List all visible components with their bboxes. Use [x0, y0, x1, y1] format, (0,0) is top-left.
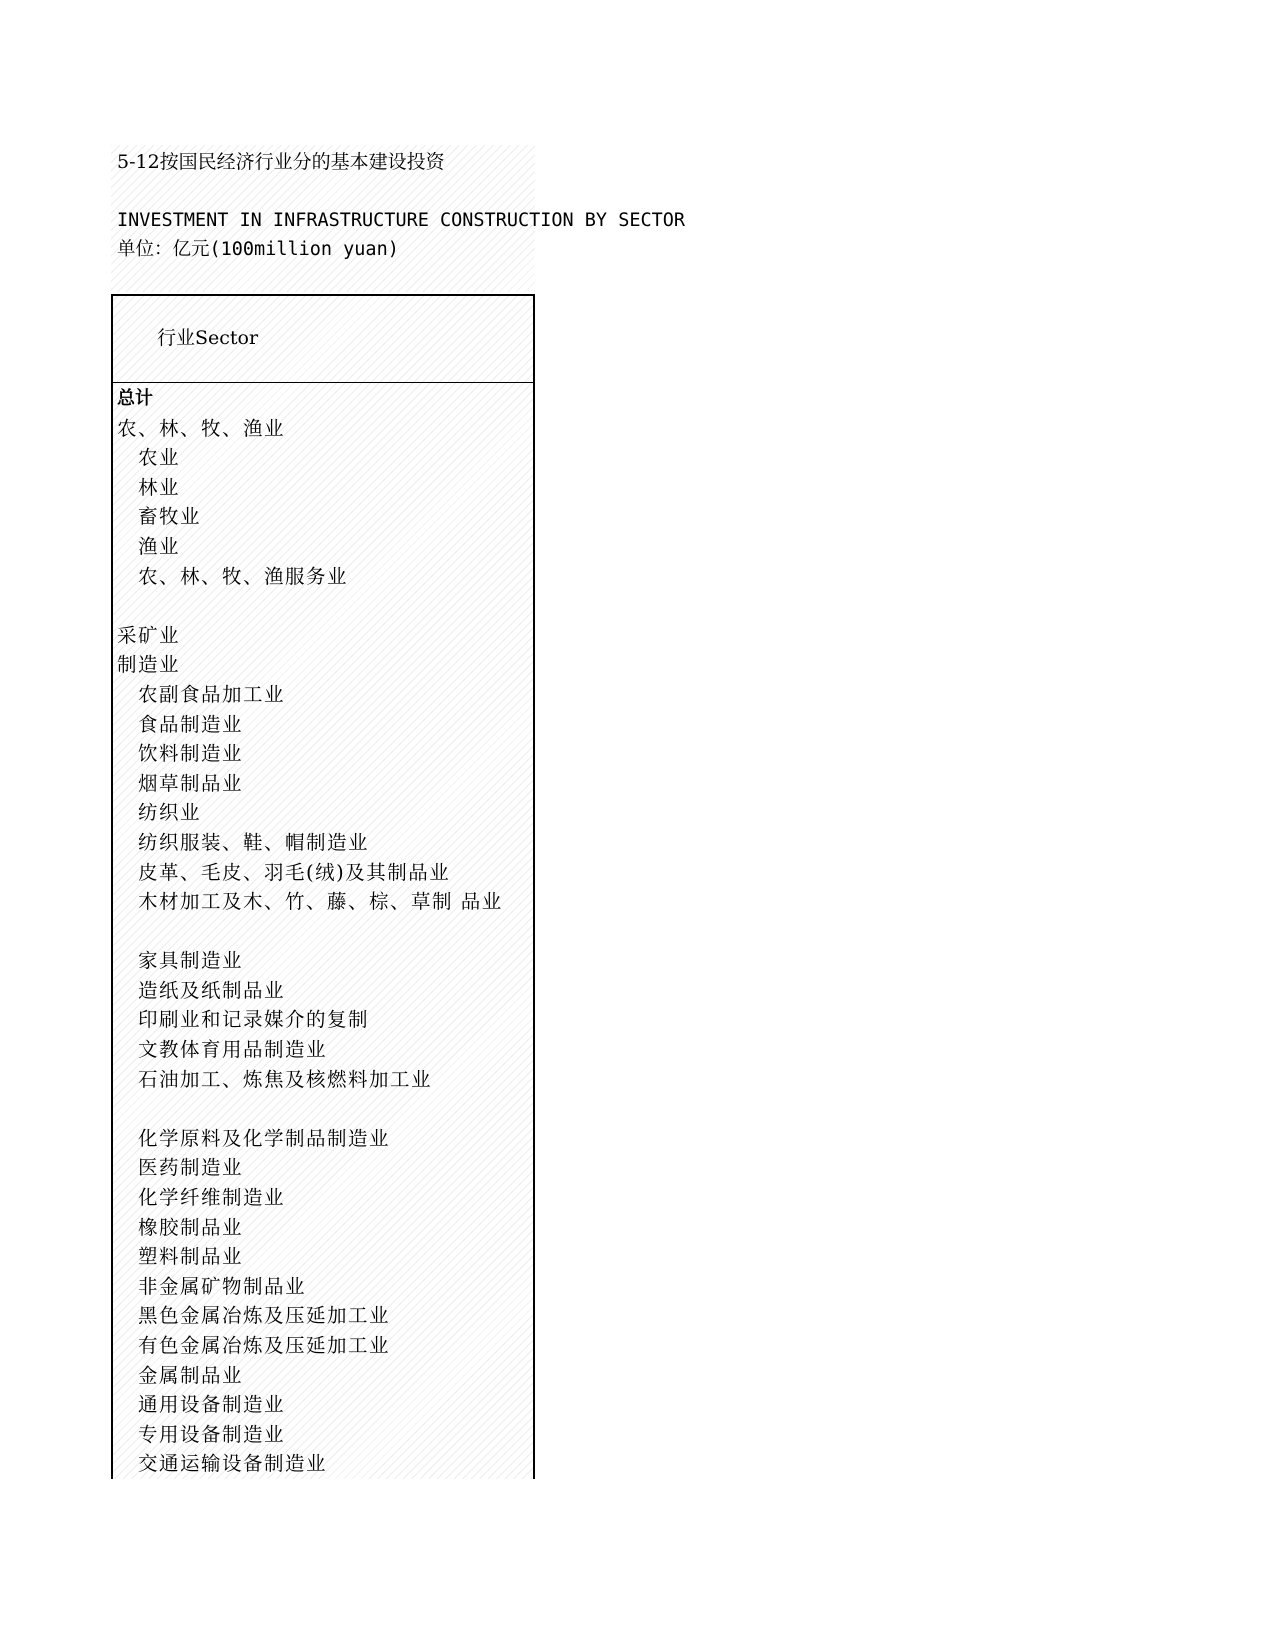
- sector-row: 塑料制品业: [138, 1245, 244, 1269]
- sector-row: 通用设备制造业: [138, 1393, 286, 1417]
- sector-row: 医药制造业: [138, 1156, 244, 1180]
- unit-label: 单位：亿元(100million yuan): [117, 239, 399, 260]
- sector-row: 烟草制品业: [138, 771, 244, 795]
- blank-row: [117, 591, 503, 621]
- sector-row: 农、林、牧、渔服务业: [138, 564, 349, 588]
- sector-row: 交通运输设备制造业: [138, 1452, 328, 1476]
- header-divider: [111, 382, 535, 383]
- sector-row: 农业: [138, 446, 181, 470]
- column-header-sector: 行业Sector: [157, 327, 259, 349]
- sector-row: 采矿业: [117, 623, 181, 647]
- sector-row: 橡胶制品业: [138, 1215, 244, 1239]
- sector-row: 畜牧业: [138, 505, 202, 529]
- sector-row: 石油加工、炼焦及核燃料加工业: [138, 1067, 433, 1091]
- sector-row: 农副食品加工业: [138, 682, 286, 706]
- sector-row: 文教体育用品制造业: [138, 1038, 328, 1062]
- blank-row: [117, 917, 503, 947]
- sector-row: 印刷业和记录媒介的复制: [138, 1008, 370, 1032]
- sector-row: 纺织服装、鞋、帽制造业: [138, 830, 370, 854]
- sector-row: 非金属矿物制品业: [138, 1274, 307, 1298]
- sector-row: 渔业: [138, 534, 181, 558]
- sector-row: 总计: [117, 388, 153, 409]
- blank-row: [117, 1094, 503, 1124]
- sector-row: 化学原料及化学制品制造业: [138, 1126, 391, 1150]
- sector-row: 专用设备制造业: [138, 1422, 286, 1446]
- sector-row: 家具制造业: [138, 949, 244, 973]
- sector-row: 饮料制造业: [138, 742, 244, 766]
- sector-row: 化学纤维制造业: [138, 1186, 286, 1210]
- sector-row: 农、林、牧、渔业: [117, 416, 286, 440]
- sector-row: 造纸及纸制品业: [138, 978, 286, 1002]
- sector-list: [117, 384, 503, 1479]
- sector-row: 食品制造业: [138, 712, 244, 736]
- sector-row: 木材加工及木、竹、藤、棕、草制 品业: [138, 890, 503, 914]
- sector-row: 黑色金属冶炼及压延加工业: [138, 1304, 391, 1328]
- sector-row: 林业: [138, 475, 181, 499]
- sector-row: 金属制品业: [138, 1363, 244, 1387]
- sector-row: 有色金属冶炼及压延加工业: [138, 1334, 391, 1357]
- sector-row: 制造业: [117, 653, 181, 677]
- table-title-chinese: 5-12按国民经济行业分的基本建设投资: [117, 151, 445, 173]
- sector-row: 纺织业: [138, 801, 202, 825]
- table-title-english: INVESTMENT IN INFRASTRUCTURE CONSTRUCTION BY SECTOR: [117, 210, 686, 231]
- sector-row: 皮革、毛皮、羽毛(绒)及其制品业: [138, 860, 451, 884]
